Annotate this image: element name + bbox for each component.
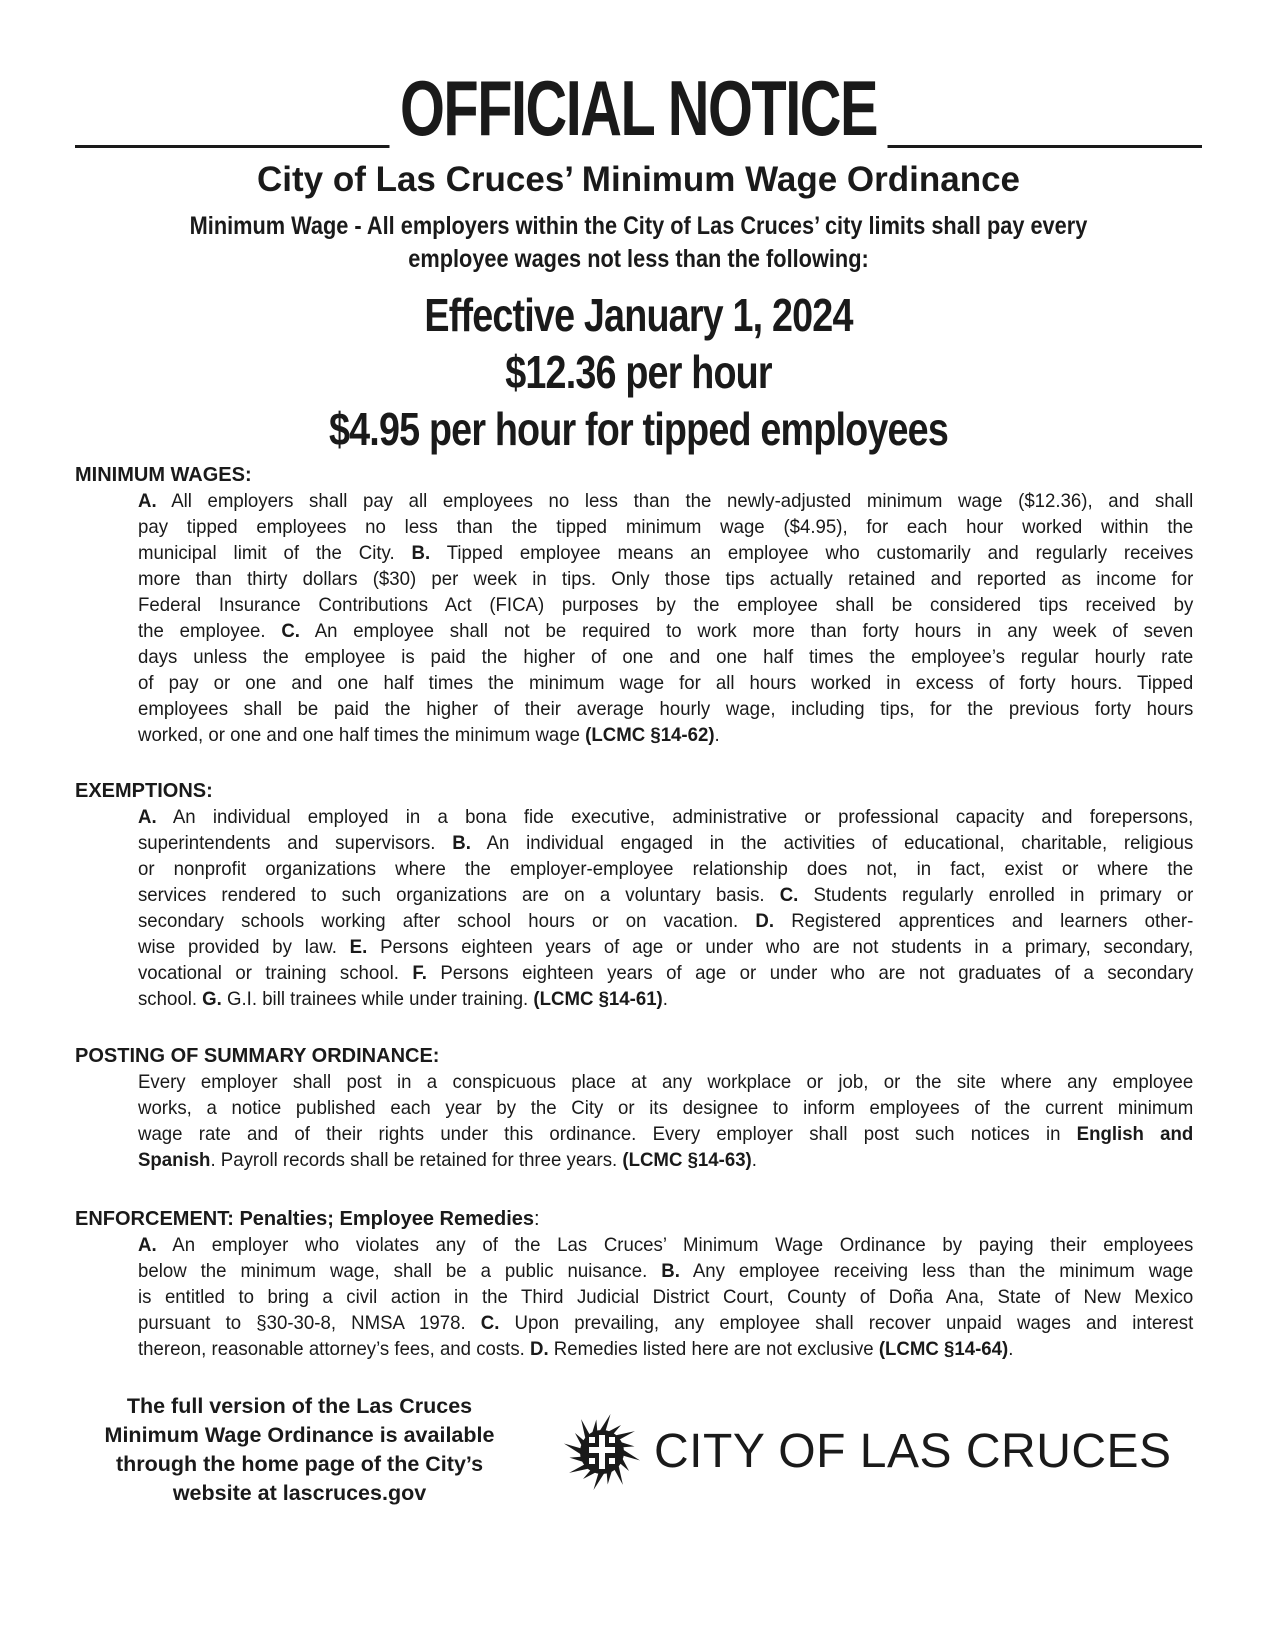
- body-text: .: [751, 1149, 757, 1171]
- body-text: An individual engaged in the activities of educational, charitable, religious: [470, 832, 1194, 854]
- bold-text: F.: [412, 962, 427, 984]
- paragraph-line: [138, 804, 1193, 830]
- body-text: Persons eighteen years of age or under who are not graduates of a secondary: [426, 962, 1194, 984]
- effective-date: Effective January 1, 2024: [424, 289, 853, 341]
- sun-ray: [622, 1449, 640, 1461]
- paragraph-line: [138, 618, 1193, 644]
- body-text: An employee shall not be required to work more than forty hours in any week of seven: [299, 620, 1194, 642]
- paragraph-line: [138, 908, 1193, 934]
- body-text: municipal limit of the City.: [138, 542, 412, 564]
- page-title: OFFICIAL NOTICE: [222, 68, 1056, 148]
- bold-text: D.: [530, 1338, 549, 1360]
- body-text: Tipped employee means an employee who customarily and regularly receives: [430, 542, 1194, 564]
- body-text: . Payroll records shall be retained for three years.: [210, 1149, 623, 1171]
- bold-text: A.: [138, 806, 157, 828]
- ordinance-title: City of Las Cruces’ Minimum Wage Ordinance: [256, 160, 1021, 199]
- body-text: employees shall be paid the higher of their average hourly wage, including tips, for the previous forty hours: [138, 698, 1194, 720]
- section-heading: EXEMPTIONS:: [75, 780, 213, 802]
- intro-text: [148, 210, 1128, 276]
- footer-note: [72, 1392, 527, 1508]
- paragraph-line: [138, 856, 1193, 882]
- section-body: [138, 1232, 1193, 1362]
- bold-text: (LCMC §14-62): [585, 724, 715, 746]
- footer-note-line: website at lascruces.gov: [172, 1481, 427, 1505]
- bold-text: (LCMC §14-64): [878, 1338, 1009, 1360]
- body-text: wise provided by law.: [138, 936, 350, 958]
- body-text: days unless the employee is paid the higher of one and one half times the employee’s regular hourly rate: [138, 646, 1194, 668]
- section-body: [138, 804, 1193, 1012]
- paragraph-line: [138, 1121, 1193, 1147]
- bold-text: C.: [779, 884, 799, 906]
- section-body: [138, 1069, 1193, 1173]
- body-text: more than thirty dollars ($30) per week in tips. Only those tips actually retained and reported as income for: [138, 568, 1194, 590]
- section-heading: [75, 1206, 1205, 1232]
- body-text: .: [1008, 1338, 1014, 1360]
- body-text: All employers shall pay all employees no less than the newly-adjusted minimum wage ($12.36), and shall: [156, 490, 1194, 512]
- paragraph-line: [138, 670, 1193, 696]
- paragraph-line: [138, 1284, 1193, 1310]
- body-text: worked, or one and one half times the minimum wage: [138, 724, 586, 746]
- paragraph-line: [138, 960, 1193, 986]
- bold-text: B.: [411, 542, 431, 564]
- bold-text: A.: [138, 1234, 157, 1256]
- body-text: .: [662, 988, 668, 1010]
- section-body: [138, 488, 1193, 748]
- intro-line: employee wages not less than the following:: [408, 245, 869, 273]
- section-heading: MINIMUM WAGES:: [75, 464, 252, 486]
- sun-ray: [599, 1414, 611, 1432]
- paragraph-line: [138, 514, 1193, 540]
- enforcement-section: [75, 1206, 1205, 1362]
- body-text: Every employer shall post in a conspicuous place at any workplace or job, or the site where any employee: [138, 1071, 1194, 1093]
- paragraph-line: [138, 1069, 1193, 1095]
- body-text: below the minimum wage, shall be a public nuisance.: [138, 1260, 662, 1282]
- bold-text: C.: [281, 620, 300, 642]
- paragraph-line: [138, 1258, 1193, 1284]
- body-text: wage rate and of their rights under this ordinance. Every employer shall post such notices in: [138, 1123, 1077, 1145]
- body-text: Upon prevailing, any employee shall recover unpaid wages and interest: [499, 1312, 1194, 1334]
- body-text: superintendents and supervisors.: [138, 832, 453, 854]
- minimum-wages-section: [75, 462, 1205, 748]
- bold-text: E.: [349, 936, 368, 958]
- paragraph-line: [138, 1147, 1193, 1173]
- intro-line: Minimum Wage - All employers within the City of Las Cruces’ city limits shall pay every: [189, 212, 1088, 240]
- body-text: or nonprofit organizations where the employer-employee relationship does not, in fact, exist or where the: [138, 858, 1194, 880]
- paragraph-line: [138, 644, 1193, 670]
- paragraph-line: [138, 696, 1193, 722]
- bold-text: D.: [755, 910, 775, 932]
- body-text: Students regularly enrolled in primary or: [798, 884, 1194, 906]
- body-text: is entitled to bring a civil action in the Third Judicial District Court, County of Doña Ana, State of New Mexico: [138, 1286, 1194, 1308]
- bold-text: C.: [480, 1312, 500, 1334]
- wage-rates: [176, 287, 1100, 458]
- exemptions-section: [75, 778, 1205, 1012]
- section-heading: POSTING OF SUMMARY ORDINANCE:: [75, 1045, 440, 1067]
- bold-text: B.: [452, 832, 471, 854]
- body-text: services rendered to such organizations are on a voluntary basis.: [138, 884, 780, 906]
- heading-bold: ENFORCEMENT: Penalties; Employee Remedies: [75, 1208, 535, 1230]
- body-text: G.I. bill trainees while under training.: [221, 988, 534, 1010]
- tipped-rate: $4.95 per hour for tipped employees: [328, 403, 948, 455]
- heading-colon: :: [534, 1208, 540, 1230]
- paragraph-line: [138, 1310, 1193, 1336]
- bold-text: G.: [202, 988, 222, 1010]
- body-text: pay tipped employees no less than the tipped minimum wage ($4.95), for each hour worked within the: [138, 516, 1194, 538]
- body-text: vocational or training school.: [138, 962, 413, 984]
- masthead: [75, 64, 1202, 152]
- paragraph-line: [138, 1095, 1193, 1121]
- body-text: An individual employed in a bona fide executive, administrative or professional capacity and forepersons,: [156, 806, 1194, 828]
- body-text: works, a notice published each year by the City or its designee to inform employees of the current minimum: [138, 1097, 1194, 1119]
- body-text: An employer who violates any of the Las Cruces’ Minimum Wage Ordinance by paying their employees: [156, 1234, 1194, 1256]
- paragraph-line: [138, 1336, 1193, 1362]
- city-logo: [562, 1412, 1202, 1508]
- body-text: the employee.: [138, 620, 282, 642]
- city-wordmark: CITY OF LAS CRUCES: [654, 1425, 1172, 1478]
- paragraph-line: [138, 540, 1193, 566]
- paragraph-line: [138, 830, 1193, 856]
- paragraph-line: [138, 986, 1193, 1012]
- paragraph-line: [138, 882, 1193, 908]
- paragraph-line: [138, 592, 1193, 618]
- sun-logo-icon: [562, 1412, 642, 1492]
- body-text: thereon, reasonable attorney’s fees, and costs.: [138, 1338, 531, 1360]
- bold-text: A.: [138, 490, 157, 512]
- body-text: Registered apprentices and learners other-: [774, 910, 1194, 932]
- paragraph-line: [138, 934, 1193, 960]
- paragraph-line: [138, 566, 1193, 592]
- body-text: Federal Insurance Contributions Act (FICA) purposes by the employee shall be considered tips received by: [138, 594, 1194, 616]
- paragraph-line: [138, 488, 1193, 514]
- body-text: Remedies listed here are not exclusive: [548, 1338, 879, 1360]
- bold-text: B.: [661, 1260, 680, 1282]
- body-text: secondary schools working after school hours or on vacation.: [138, 910, 756, 932]
- standard-rate: $12.36 per hour: [505, 346, 772, 398]
- bold-text: (LCMC §14-63): [622, 1149, 752, 1171]
- bold-text: (LCMC §14-61): [533, 988, 663, 1010]
- body-text: school.: [138, 988, 203, 1010]
- bold-text: English and: [1076, 1123, 1194, 1145]
- paragraph-line: [138, 722, 1193, 748]
- sun-ray: [564, 1443, 582, 1455]
- body-text: Persons eighteen years of age or under who are not students in a primary, secondary,: [367, 936, 1194, 958]
- footer-note-line: The full version of the Las Cruces: [126, 1394, 473, 1418]
- body-text: pursuant to §30-30-8, NMSA 1978.: [138, 1312, 481, 1334]
- footer-note-line: Minimum Wage Ordinance is available: [104, 1423, 495, 1447]
- sun-ray: [593, 1472, 605, 1490]
- body-text: of pay or one and one half times the minimum wage for all hours worked in excess of forty hours. Tipped: [138, 672, 1194, 694]
- footer-note-line: through the home page of the City’s: [115, 1452, 484, 1476]
- body-text: .: [714, 724, 720, 746]
- posting-section: [75, 1043, 1205, 1173]
- bold-text: Spanish: [138, 1149, 211, 1171]
- body-text: Any employee receiving less than the minimum wage: [679, 1260, 1194, 1282]
- paragraph-line: [138, 1232, 1193, 1258]
